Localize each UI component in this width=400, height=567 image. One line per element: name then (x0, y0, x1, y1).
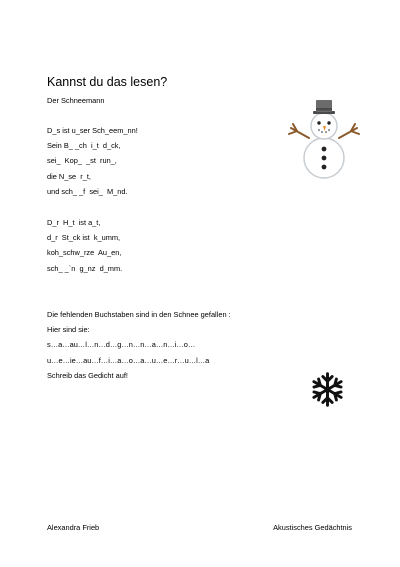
snowflake-icon (309, 371, 346, 408)
poem-title: Der Schneemann (47, 96, 105, 105)
instruction-line: Hier sind sie: (47, 325, 90, 335)
poem-line: D_r H_t ist a_t, (47, 218, 101, 227)
footer-series-label: Akustisches Gedächtnis (273, 523, 352, 532)
instruction-line: Schreib das Gedicht auf! (47, 370, 128, 380)
instructions-block (47, 310, 231, 386)
poem-line: koh_schw_rze Au_en, (47, 248, 122, 258)
page-title: Kannst du das lesen? (47, 75, 168, 89)
poem-line: sch_ _`n g_nz d_mm. (47, 263, 123, 273)
poem-line: D_s ist u_ser Sch_eem_nn! (47, 126, 138, 135)
poem-stanza-1 (47, 126, 138, 202)
author-name: Alexandra Frieb (47, 523, 100, 532)
poem-line: Sein B_ _ch i_t d_ck, (47, 141, 121, 151)
poem-line: d_r St_ck ist k_umm, (47, 233, 121, 243)
poem-line: die N_se r_t, (47, 171, 91, 181)
poem-line: sei_ Kop_ _st run_, (47, 156, 117, 166)
snowman-icon (285, 98, 363, 180)
instruction-line: Die fehlenden Buchstaben sind in den Schnee gefallen : (47, 310, 231, 319)
poem-line: und sch_ _f sei_ M_nd. (47, 186, 128, 196)
poem-stanza-2 (47, 218, 122, 279)
missing-letters-line: s…a…au…l…n…d…g…n…n…a…n…i…o… (47, 340, 196, 350)
missing-letters-line: u…e…ie…au…f…i…a…o…a…u…e…r…u…l…a (47, 355, 210, 365)
